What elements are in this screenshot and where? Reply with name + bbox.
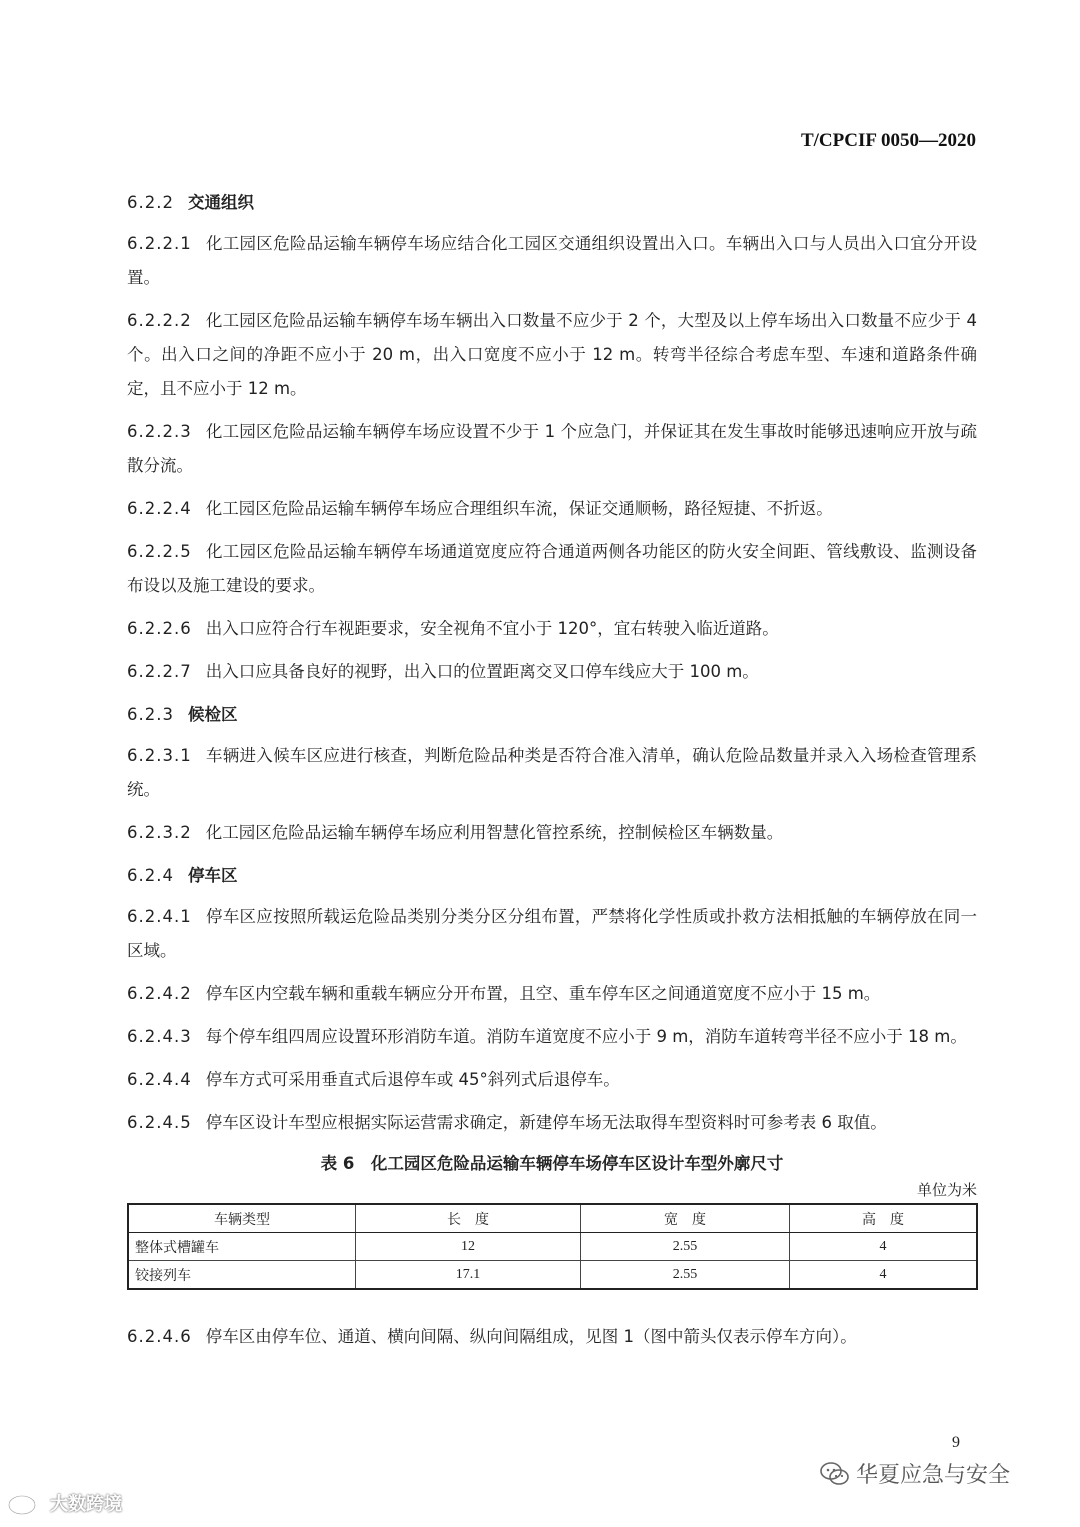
clause-number: 6.2.4.6: [127, 1327, 192, 1346]
clause-paragraph: [127, 1320, 977, 1354]
clause-paragraph: [127, 227, 977, 295]
clause-paragraph: [127, 304, 977, 406]
section-heading: [127, 698, 977, 732]
clause-text: 每个停车组四周应设置环形消防车道。消防车道宽度不应小于 9 m，消防车道转弯半径不应小于 18 m。: [205, 1027, 967, 1046]
section-title: 交通组织: [187, 193, 254, 212]
section-title: 停车区: [187, 866, 238, 885]
clause-paragraph: [127, 612, 977, 646]
section-heading: [127, 859, 977, 893]
clause-paragraph: [127, 415, 977, 483]
clause-number: 6.2.4.1: [127, 907, 192, 926]
clause-text: 停车区应按照所载运危险品类别分类分区分组布置，严禁将化学性质或扑救方法相抵触的车辆停放在同一区域。: [127, 907, 977, 960]
clause-text: 出入口应符合行车视距要求，安全视角不宜小于 120°，宜右转驶入临近道路。: [205, 619, 779, 638]
standard-code: T/CPCIF 0050—2020: [800, 130, 976, 151]
clause-paragraph: [127, 492, 977, 526]
table-cell: 17.1: [356, 1261, 581, 1290]
table-caption: 表 6 化工园区危险品运输车辆停车场停车区设计车型外廓尺寸: [320, 1154, 784, 1173]
clause-paragraph: [127, 816, 977, 850]
clause-paragraph: [127, 655, 977, 689]
column-header: 高 度: [790, 1204, 978, 1233]
clause-paragraph: [127, 1020, 977, 1054]
clause-number: 6.2.2.1: [127, 234, 192, 253]
table-row: [128, 1261, 977, 1290]
clause-number: 6.2.2.5: [127, 542, 192, 561]
clause-text: 化工园区危险品运输车辆停车场应结合化工园区交通组织设置出入口。车辆出入口与人员出入口宜分开设置。: [127, 234, 977, 287]
watermark-text: 大数跨境: [50, 1494, 122, 1515]
clause-number: 6.2.2.4: [127, 499, 192, 518]
watermark-right: [820, 1458, 1010, 1489]
clause-text: 化工园区危险品运输车辆停车场车辆出入口数量不应少于 2 个，大型及以上停车场出入口数量不应少于 4 个。出入口之间的净距不应小于 20 m，出入口宽度不应小于 12 m。转弯半径综合考虑车型、车速和道路条件确定，且不应小于 12 m。: [127, 311, 977, 398]
clause-number: 6.2.3.2: [127, 823, 192, 842]
clause-paragraph: [127, 535, 977, 603]
clause-paragraph: [127, 977, 977, 1011]
clause-text: 化工园区危险品运输车辆停车场通道宽度应符合通道两侧各功能区的防火安全间距、管线敷设、监测设备布设以及施工建设的要求。: [127, 542, 977, 595]
clause-number: 6.2.4: [127, 866, 174, 885]
table-row: [128, 1233, 977, 1261]
clause-paragraph: [127, 1063, 977, 1097]
document-body: [127, 186, 977, 1363]
table-unit: 单位为米: [916, 1181, 977, 1199]
table-cell: 4: [790, 1233, 978, 1261]
clause-text: 停车区内空载车辆和重载车辆应分开布置，且空、重车停车区之间通道宽度不应小于 15 m。: [205, 984, 881, 1003]
vehicle-dimension-table: [127, 1203, 978, 1290]
clause-list: [127, 186, 977, 1140]
clause-text: 化工园区危险品运输车辆停车场应合理组织车流，保证交通顺畅，路径短捷、不折返。: [205, 499, 833, 518]
clause-text: 停车区由停车位、通道、横向间隔、纵向间隔组成，见图 1（图中箭头仅表示停车方向）。: [205, 1327, 857, 1346]
table-cell: 2.55: [581, 1233, 790, 1261]
clause-number: 6.2.3: [127, 705, 174, 724]
clause-paragraph: [127, 739, 977, 807]
clause-text: 化工园区危险品运输车辆停车场应设置不少于 1 个应急门，并保证其在发生事故时能够迅速响应开放与疏散分流。: [127, 422, 977, 475]
clause-paragraph: [127, 1106, 977, 1140]
watermark-text: 华夏应急与安全: [856, 1463, 1011, 1488]
clause-number: 6.2.4.3: [127, 1027, 192, 1046]
table-header-row: [128, 1204, 977, 1233]
wechat-icon: [820, 1461, 850, 1487]
clause-number: 6.2.2: [127, 193, 174, 212]
clause-text: 停车方式可采用垂直式后退停车或 45°斜列式后退停车。: [205, 1070, 620, 1089]
clause-paragraph: [127, 900, 977, 968]
section-heading: [127, 186, 977, 220]
clause-text: 出入口应具备良好的视野，出入口的位置距离交叉口停车线应大于 100 m。: [205, 662, 759, 681]
table-cell: 4: [790, 1261, 978, 1290]
clause-number: 6.2.2.3: [127, 422, 192, 441]
clause-number: 6.2.4.2: [127, 984, 192, 1003]
clause-number: 6.2.4.4: [127, 1070, 192, 1089]
column-header: 长 度: [356, 1204, 581, 1233]
column-header: 宽 度: [581, 1204, 790, 1233]
table-cell: 整体式槽罐车: [128, 1233, 356, 1261]
clause-number: 6.2.3.1: [127, 746, 192, 765]
page-number: 9: [952, 1434, 960, 1451]
section-title: 候检区: [187, 705, 238, 724]
weibo-icon: [6, 1490, 44, 1516]
clause-number: 6.2.2.7: [127, 662, 192, 681]
clause-text: 化工园区危险品运输车辆停车场应利用智慧化管控系统，控制候检区车辆数量。: [205, 823, 784, 842]
clause-number: 6.2.2.6: [127, 619, 192, 638]
column-header: 车辆类型: [128, 1204, 356, 1233]
clause-number: 6.2.4.5: [127, 1113, 192, 1132]
clause-number: 6.2.2.2: [127, 311, 192, 330]
clause-text: 停车区设计车型应根据实际运营需求确定，新建停车场无法取得车型资料时可参考表 6 取值。: [205, 1113, 887, 1132]
watermark-left: [6, 1490, 122, 1516]
table-cell: 2.55: [581, 1261, 790, 1290]
clause-text: 车辆进入候车区应进行核查，判断危险品种类是否符合准入清单，确认危险品数量并录入入场检查管理系统。: [127, 746, 977, 799]
table-cell: 铰接列车: [128, 1261, 356, 1290]
table-cell: 12: [356, 1233, 581, 1261]
